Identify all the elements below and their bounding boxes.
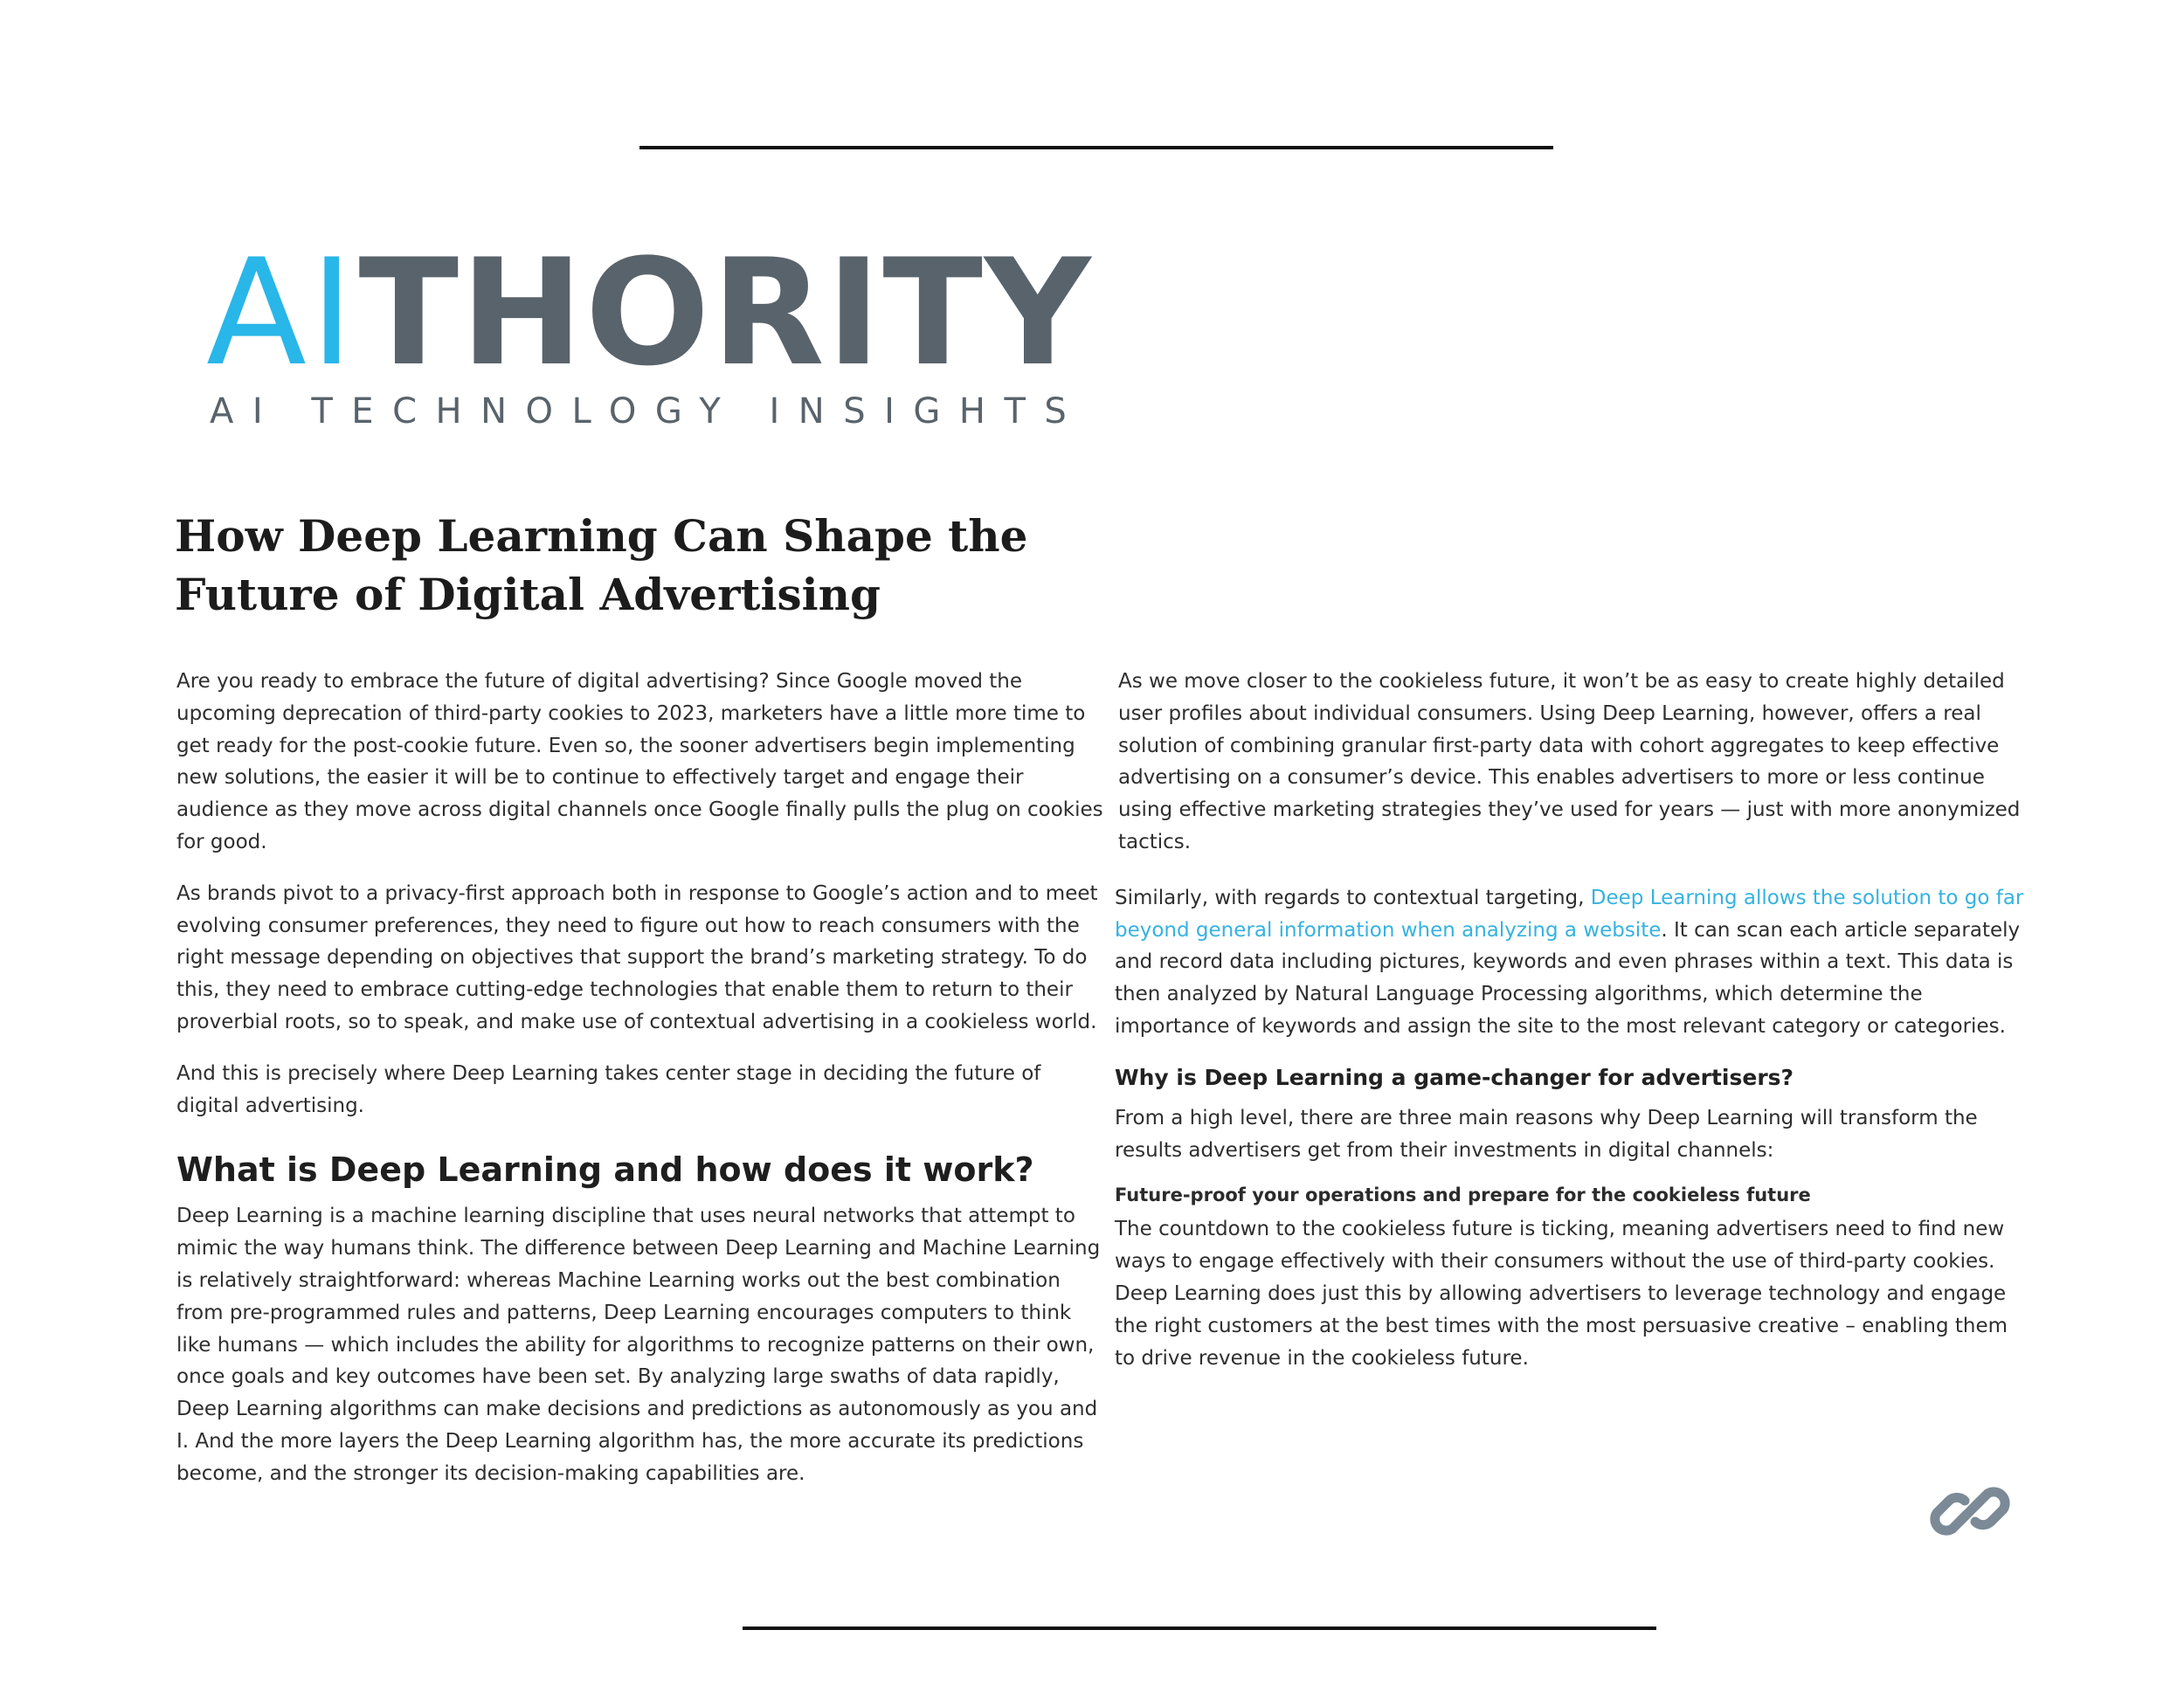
aithority-logo <box>206 227 1093 435</box>
chain-link-icon[interactable] <box>1926 1468 2014 1555</box>
right-paragraph-2-rest: . It can scan each article separately and record data including pictures, keywords and even phrases within a text. This data is then analyzed by Natural Language Processing algorithms, which determine the importance of keywords and assign the site to the most relevant category or categories. <box>1115 918 2021 1038</box>
article-title: How Deep Learning Can Shape the Future of Digital Advertising <box>175 510 1028 620</box>
right-paragraph-1: As we move closer to the cookieless future, it won’t be as easy to create highly detailed user profiles about individual consumers. Using Deep Learning, however, offers a real solution of combining granular first-party data with cohort aggregates to keep effective advertising on a consumer’s device. This enables advertisers to more or less continue using effective marketing strategies they’ve used for years — just with more anonymized tactics. <box>1118 670 2021 853</box>
left-paragraph-3: And this is precisely where Deep Learning takes center stage in deciding the future of digital advertising. <box>176 1061 1041 1117</box>
logo-thority-text: THORITY <box>358 227 1093 398</box>
logo-wordmark <box>206 227 1093 398</box>
article-left-column <box>176 666 1104 1490</box>
top-divider <box>639 146 1553 149</box>
right-paragraph-3: From a high level, there are three main reasons why Deep Learning will transform the results advertisers get from their investments in digital channels: <box>1115 1106 1978 1162</box>
logo-ai-text: AI <box>206 227 357 398</box>
deep-learning-solution-link[interactable]: Deep Learning allows the solution to go far beyond general information when analyzing a website <box>1115 886 2024 942</box>
right-paragraph-2 <box>1115 882 2028 1043</box>
section-heading-why-game-changer: Why is Deep Learning a game-changer for advertisers? <box>1115 1064 1794 1090</box>
left-paragraph-2: As brands pivot to a privacy-first approach both in response to Google’s action and to meet evolving consumer preferences, they need to figure out how to reach consumers with the right message depending on objectives that support the brand’s marketing strategy. To do this, they need to embrace cutting-edge technologies that enable them to return to their proverbial roots, so to speak, and make use of contextual advertising in a cookieless world. <box>176 881 1098 1033</box>
right-paragraph-4: The countdown to the cookieless future is ticking, meaning advertisers need to find new ways to engage effectively with their consumers without the use of third-party cookies. Deep Learning does just this by allowing advertisers to leverage technology and engage the right customers at the best times with the most persuasive creative – enabling them to drive revenue in the cookieless future. <box>1115 1218 2008 1370</box>
left-paragraph-1: Are you ready to embrace the future of digital advertising? Since Google moved the upcoming deprecation of third-party cookies to 2023, marketers have a little more time to get ready for the post-cookie future. Even so, the sooner advertisers begin implementing new solutions, the easier it will be to continue to effectively target and engage their audience as they move across digital channels once Google finally pulls the plug on cookies for good. <box>176 670 1103 853</box>
subheading-future-proof: Future-proof your operations and prepare for the cookieless future <box>1115 1185 1811 1206</box>
bottom-divider <box>743 1627 1656 1630</box>
section-heading-what-is-deep-learning: What is Deep Learning and how does it work? <box>176 1150 1034 1190</box>
article-right-column <box>1115 666 2028 1374</box>
right-paragraph-2-intro: Similarly, with regards to contextual targeting, <box>1115 886 1591 909</box>
logo-tagline: AI TECHNOLOGY INSIGHTS <box>210 391 1086 432</box>
left-paragraph-4: Deep Learning is a machine learning discipline that uses neural networks that attempt to mimic the way humans think. The difference between Deep Learning and Machine Learning is relatively straightforward: whereas Machine Learning works out the best combination from pre-programmed rules and patterns, Deep Learning encourages computers to think like humans — which includes the ability for algorithms to recognize patterns on their own, once goals and key outcomes have been set. By analyzing large swaths of data rapidly, Deep Learning algorithms can make decisions and predictions as autonomously as you and I. And the more layers the Deep Learning algorithm has, the more accurate its predictions become, and the stronger its decision-making capabilities are. <box>176 1205 1101 1485</box>
